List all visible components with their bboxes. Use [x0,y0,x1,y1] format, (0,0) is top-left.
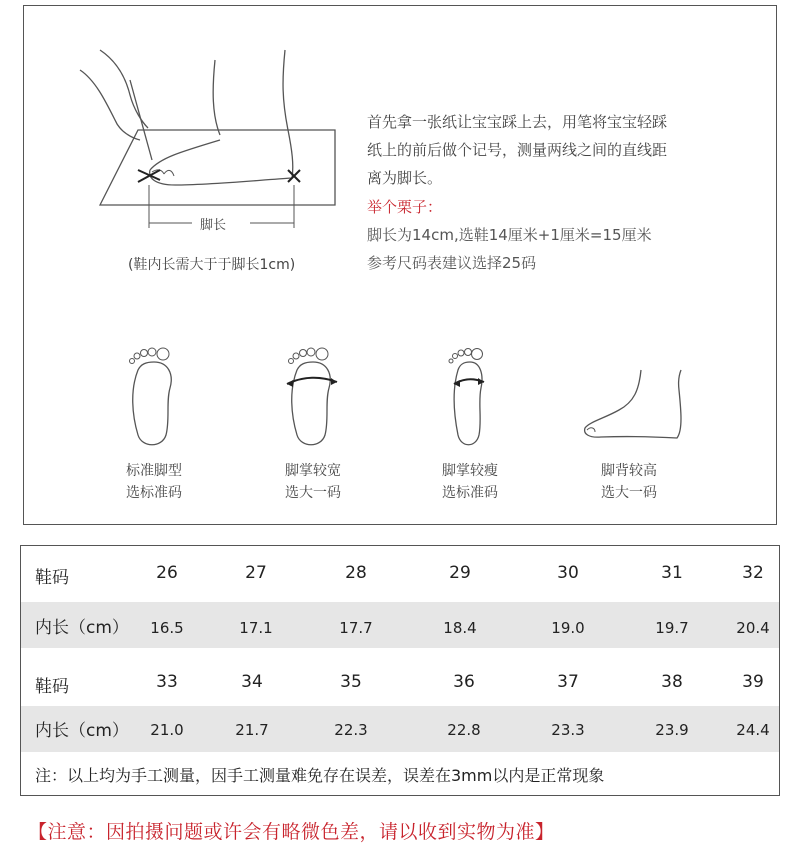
table-cell: 22.3 [334,721,368,739]
table-cell: 21.0 [150,721,184,739]
foot-type-advice: 选标准码 [126,485,182,501]
foot-type-advice: 选大一码 [285,485,341,501]
color-difference-warning: 【注意：因拍摄问题或许会有略微色差，请以收到实物为准】 [28,821,555,843]
table-cell: 23.9 [655,721,689,739]
table-row [21,706,779,752]
example-line: 脚长为14cm,选鞋14厘米+1厘米=15厘米 [367,226,652,244]
wide-foot-icon [283,340,343,450]
foot-type-name: 脚掌较宽 [285,463,341,479]
measurement-instructions [367,108,727,277]
table-cell: 19.0 [551,619,585,637]
foot-type-name: 标准脚型 [126,463,182,479]
table-row [21,602,779,648]
row-label: 内长（cm） [35,721,129,741]
foot-type-standard [104,340,204,504]
table-cell: 39 [742,672,764,692]
foot-type-wide [263,340,363,504]
foot-type-name: 脚背较高 [601,463,657,479]
instruction-line: 纸上的前后做个记号，测量两线之间的直线距 [367,141,668,159]
size-chart-table [20,545,780,796]
table-cell: 20.4 [736,619,770,637]
row-label: 鞋码 [35,568,69,588]
example-title: 举个栗子： [367,198,443,216]
table-cell: 22.8 [447,721,481,739]
table-cell: 33 [156,672,178,692]
table-row [21,648,779,706]
foot-length-label: 脚长 [196,214,230,233]
table-cell: 29 [449,563,471,583]
foot-type-advice: 选标准码 [442,485,498,501]
table-cell: 35 [340,672,362,692]
table-cell: 17.1 [239,619,273,637]
table-cell: 27 [245,563,267,583]
foot-type-thin [420,340,520,504]
measurement-footnote: 注：以上均为手工测量，因手工测量难免存在误差，误差在3mm以内是正常现象 [35,766,605,785]
table-cell: 16.5 [150,619,184,637]
table-cell: 24.4 [736,721,770,739]
table-cell: 18.4 [443,619,477,637]
thin-foot-icon [440,340,500,450]
instruction-line: 离为脚长。 [367,169,443,187]
table-cell: 32 [742,563,764,583]
table-cell: 17.7 [339,619,373,637]
row-label: 鞋码 [35,677,69,697]
table-cell: 30 [557,563,579,583]
standard-foot-icon [124,340,184,450]
foot-type-name: 脚掌较瘦 [442,463,498,479]
table-cell: 21.7 [235,721,269,739]
foot-measuring-illustration [60,40,360,230]
table-cell: 19.7 [655,619,689,637]
table-cell: 34 [241,672,263,692]
foot-type-advice: 选大一码 [601,485,657,501]
table-cell: 31 [661,563,683,583]
example-line: 参考尺码表建议选择25码 [367,254,537,272]
high-instep-foot-icon [579,340,689,450]
instruction-line: 首先拿一张纸让宝宝踩上去，用笔将宝宝轻踩 [367,113,668,131]
table-cell: 28 [345,563,367,583]
table-cell: 23.3 [551,721,585,739]
table-cell: 37 [557,672,579,692]
row-label: 内长（cm） [35,618,129,638]
inner-length-note: (鞋内长需大于于脚长1cm) [128,257,296,273]
table-cell: 38 [661,672,683,692]
table-cell: 36 [453,672,475,692]
foot-type-high-instep [579,340,679,504]
table-cell: 26 [156,563,178,583]
table-row [21,546,779,602]
